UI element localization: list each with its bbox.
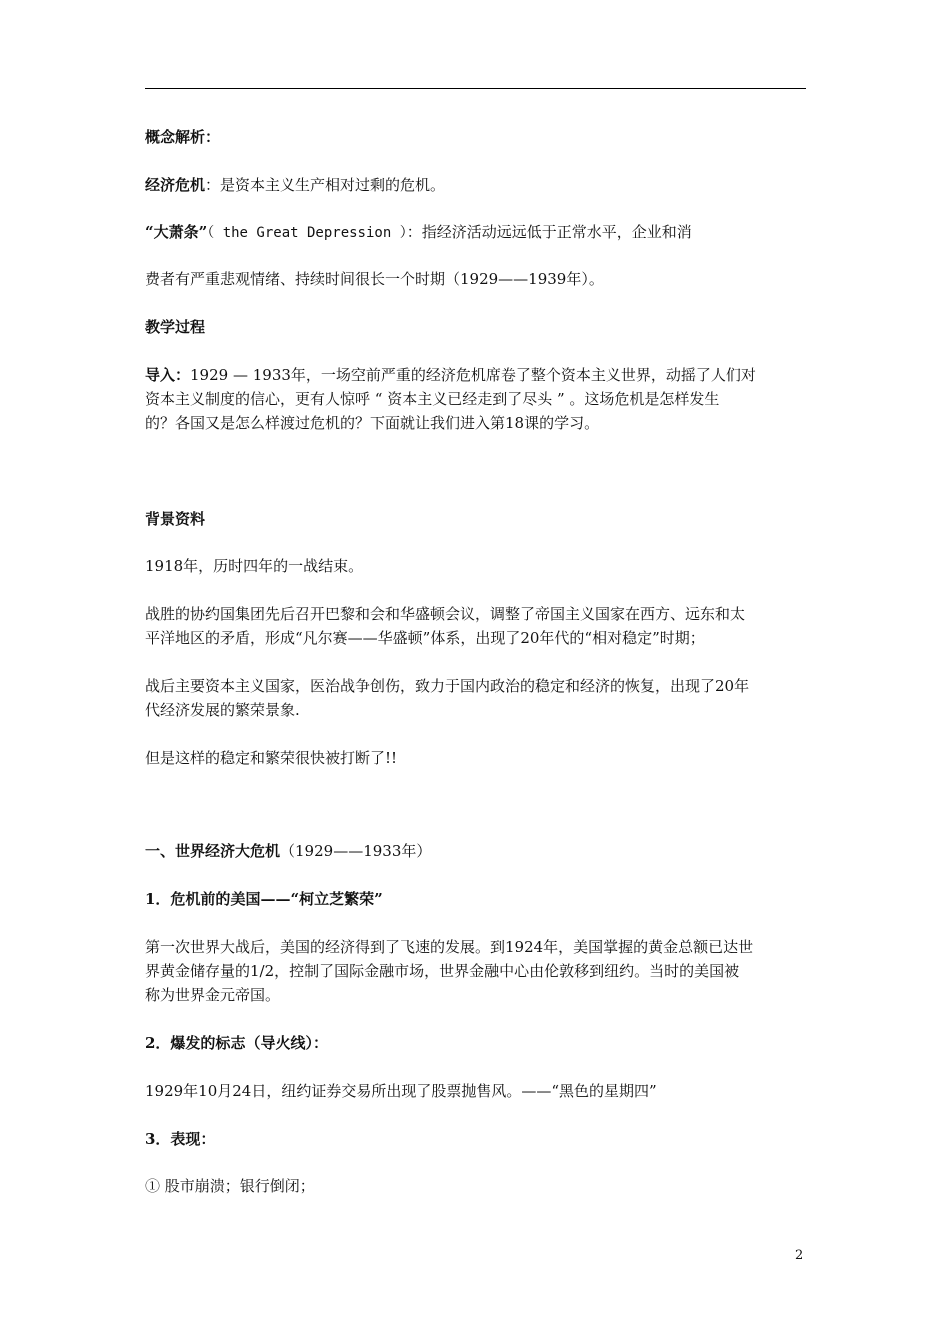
background-p2-line2: 平洋地区的矛盾，形成“凡尔赛——华盛顿”体系，出现了20年代的“相对稳定”时期； bbox=[145, 629, 705, 647]
subsection2-text: 1929年10月24日，纽约证券交易所出现了股票抛售风。——“黑色的星期四” bbox=[145, 1082, 657, 1100]
crisis-def-text: ：是资本主义生产相对过剩的危机。 bbox=[205, 176, 446, 194]
intro-label: 导入： bbox=[145, 366, 191, 384]
background-p4: 但是这样的稳定和繁荣很快被打断了!! bbox=[145, 749, 398, 767]
depression-term: “大萧条” bbox=[145, 223, 208, 241]
intro-line-3: 的？各国又是怎么样渡过危机的？下面就让我们进入第18课的学习。 bbox=[145, 414, 600, 432]
depression-def-line2: 费者有严重悲观情绪、持续时间很长一个时期（1929——1939年）。 bbox=[145, 270, 604, 288]
subsection1-line3: 称为世界金元帝国。 bbox=[145, 986, 281, 1004]
subsection2-title: 2．爆发的标志（导火线）： bbox=[145, 1034, 328, 1052]
subsection1-line1: 第一次世界大战后，美国的经济得到了飞速的发展。到1924年，美国掌握的黄金总额已达世 bbox=[145, 938, 754, 956]
background-p2-line1: 战胜的协约国集团先后召开巴黎和会和华盛顿会议，调整了帝国主义国家在西方、远东和太 bbox=[145, 605, 746, 623]
background-p1: 1918年，历时四年的一战结束。 bbox=[145, 557, 364, 575]
subsection1-line2: 界黄金储存量的1/2，控制了国际金融市场，世界金融中心由伦敦移到纽约。当时的美国被 bbox=[145, 962, 740, 980]
crisis-term: 经济危机 bbox=[145, 176, 206, 194]
depression-definition bbox=[145, 220, 810, 245]
subsection3-item1: ① 股市崩溃；银行倒闭； bbox=[145, 1177, 315, 1195]
depression-def-text: ：指经济活动远远低于正常水平，企业和消 bbox=[406, 223, 692, 241]
section1-heading-years: （1929——1933年） bbox=[280, 842, 432, 860]
concepts-heading: 概念解析： bbox=[145, 128, 221, 146]
section1-heading-bold: 一、世界经济大危机 bbox=[145, 842, 281, 860]
subsection1-title: 1．危机前的美国——“柯立芝繁荣” bbox=[145, 890, 383, 908]
header-rule bbox=[145, 88, 806, 89]
depression-english: （ the Great Depression ） bbox=[207, 225, 407, 241]
intro-line-2: 资本主义制度的信心，更有人惊呼 “ 资本主义已经走到了尽头 ” 。这场危机是怎样发生 bbox=[145, 390, 720, 408]
crisis-definition bbox=[145, 173, 810, 197]
process-heading: 教学过程 bbox=[145, 318, 206, 336]
intro-line-1 bbox=[145, 363, 810, 387]
background-p3-line2: 代经济发展的繁荣景象. bbox=[145, 701, 300, 719]
subsection3-title: 3．表现： bbox=[145, 1130, 216, 1148]
background-heading: 背景资料 bbox=[145, 510, 206, 528]
background-p3-line1: 战后主要资本主义国家，医治战争创伤，致力于国内政治的稳定和经济的恢复，出现了20年 bbox=[145, 677, 750, 695]
intro-text-1: 1929 — 1933年，一场空前严重的经济危机席卷了整个资本主义世界，动摇了人们对 bbox=[190, 366, 756, 384]
section1-heading bbox=[145, 839, 810, 863]
page-number: 2 bbox=[795, 1248, 804, 1263]
